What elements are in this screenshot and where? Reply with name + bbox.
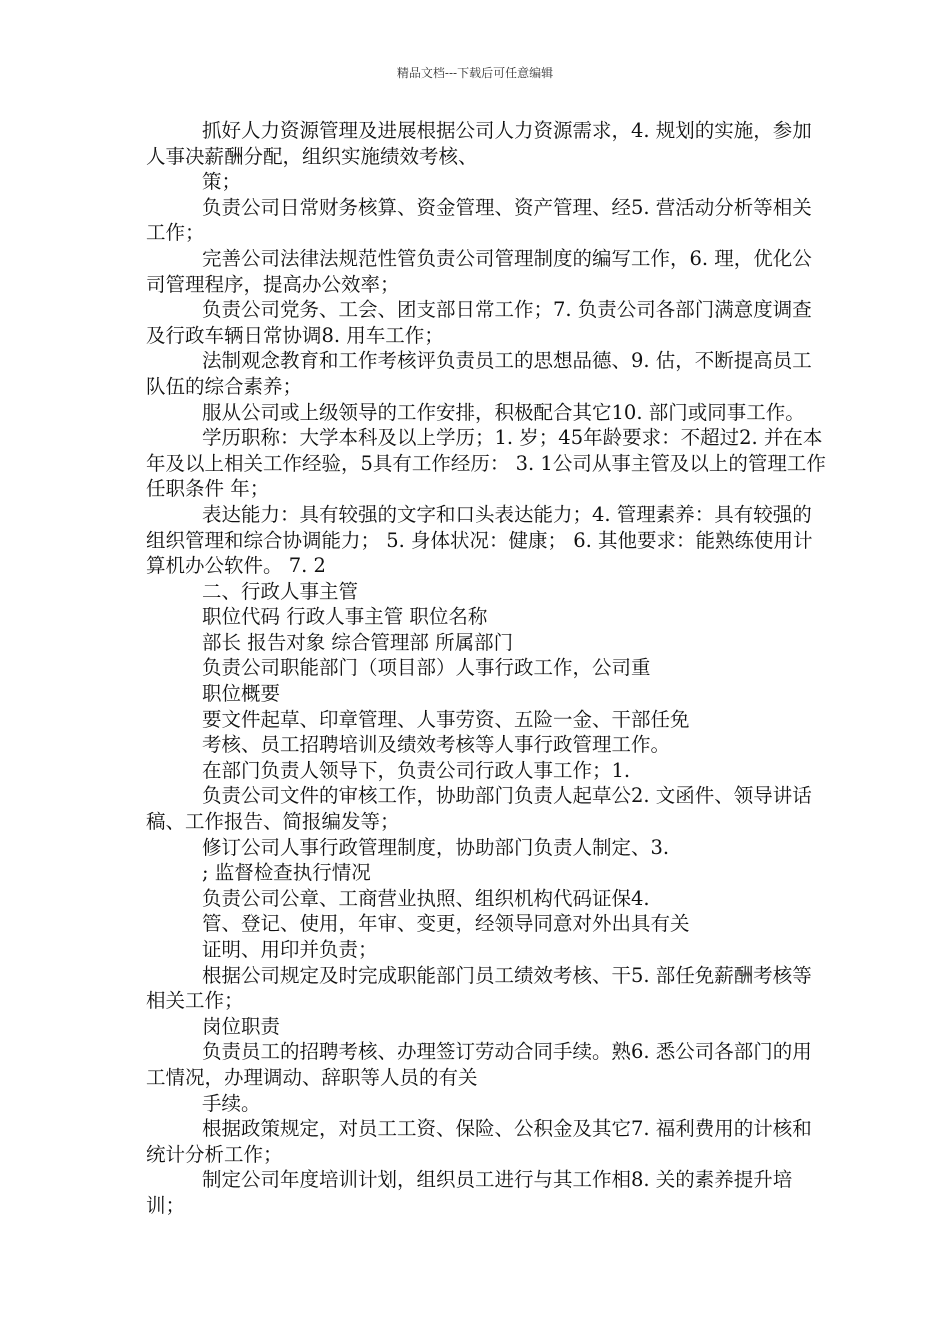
- paragraph: 要文件起草、印章管理、人事劳资、五险一金、干部任免: [202, 707, 690, 731]
- paragraph: 手续。: [202, 1091, 261, 1115]
- paragraph: 完善公司法律法规范性管负责公司管理制度的编写工作，6. 理，优化公司管理程序，提高办公效率；: [146, 246, 812, 296]
- paragraph: 根据政策规定，对员工工资、保险、公积金及其它7. 福利费用的计核和统计分析工作；: [146, 1117, 812, 1166]
- paragraph: 负责公司职能部门（项目部）人事行政工作，公司重: [202, 656, 651, 680]
- paragraph: 制定公司年度培训计划，组织员工进行与其工作相8. 关的素养提升培训；: [146, 1168, 793, 1217]
- paragraph: 管、登记、使用，年审、变更，经领导同意对外出具有关: [202, 912, 690, 936]
- paragraph: 考核、员工招聘培训及绩效考核等人事行政管理工作。: [202, 733, 671, 757]
- paragraph: 职位代码 行政人事主管 职位名称: [202, 605, 488, 629]
- paragraph: ; 监督检查执行情况: [202, 861, 371, 885]
- paragraph: 在部门负责人领导下，负责公司行政人事工作；1.: [202, 758, 631, 782]
- paragraph: 负责公司党务、工会、团支部日常工作；7. 负责公司各部门满意度调查及行政车辆日常协调8. 用车工作；: [146, 298, 812, 347]
- paragraph: 抓好人力资源管理及进展根据公司人力资源需求，4. 规划的实施，参加人事决薪酬分配，组织实施绩效考核、: [146, 119, 812, 168]
- paragraph: 负责公司日常财务核算、资金管理、资产管理、经5. 营活动分析等相关工作；: [146, 195, 812, 245]
- paragraph: 职位概要: [202, 682, 281, 706]
- page-header: 精品文档---下载后可任意编辑: [396, 66, 554, 80]
- document-body: [146, 118, 833, 1219]
- paragraph: 学历职称：大学本科及以上学历；1. 岁；45年龄要求：不超过2. 并在本年及以上相关工作经验，5具有工作经历： 3. 1公司从事主管及以上的管理工作 任职条件 年；: [146, 426, 833, 501]
- paragraph: 负责公司公章、工商营业执照、组织机构代码证保4.: [202, 886, 650, 910]
- section-heading: 二、行政人事主管: [202, 579, 359, 603]
- paragraph: 证明、用印并负责；: [202, 938, 378, 961]
- paragraph: 法制观念教育和工作考核评负责员工的思想品德、9. 估，不断提高员工队伍的综合素养；: [146, 349, 812, 398]
- paragraph: 策；: [202, 170, 242, 194]
- paragraph: 表达能力：具有较强的文字和口头表达能力；4. 管理素养：具有较强的组织管理和综合协调能力； 5. 身体状况：健康； 6. 其他要求：能熟练使用计算机办公软件。 7. 2: [146, 502, 813, 578]
- paragraph: 岗位职责: [202, 1014, 281, 1038]
- paragraph: 部长 报告对象 综合管理部 所属部门: [202, 630, 514, 654]
- paragraph: 根据公司规定及时完成职能部门员工绩效考核、干5. 部任免薪酬考核等相关工作；: [146, 963, 812, 1013]
- paragraph: 负责公司文件的审核工作，协助部门负责人起草公2. 文函件、领导讲话稿、工作报告、简报编发等；: [146, 784, 812, 834]
- paragraph: 负责员工的招聘考核、办理签订劳动合同手续。熟6. 悉公司各部门的用工情况，办理调动、辞职等人员的有关: [146, 1040, 812, 1089]
- paragraph: 修订公司人事行政管理制度，协助部门负责人制定、3.: [202, 835, 670, 859]
- paragraph: 服从公司或上级领导的工作安排，积极配合其它10. 部门或同事工作。: [202, 400, 805, 424]
